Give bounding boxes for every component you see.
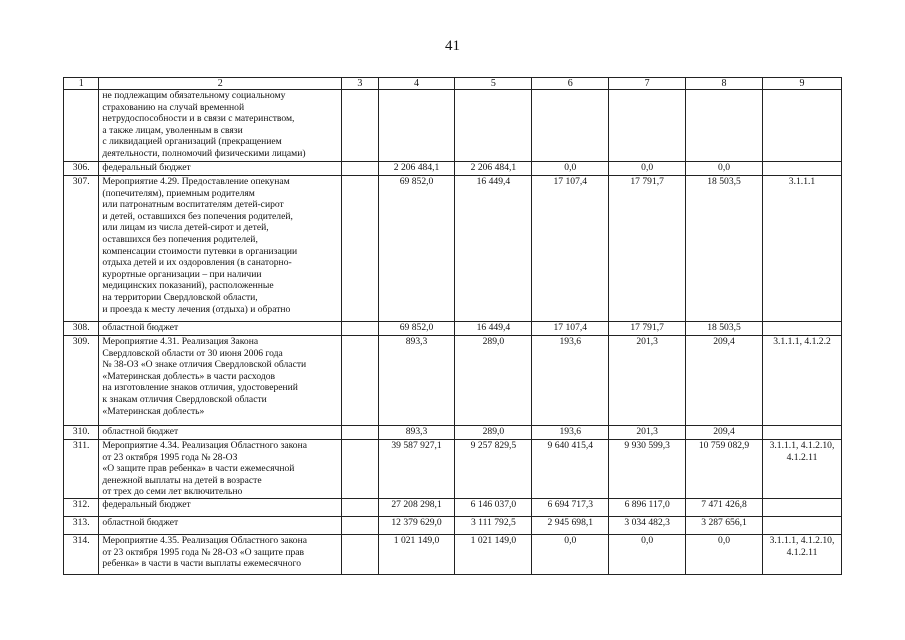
target-indicators bbox=[762, 516, 841, 534]
total-value: 69 852,0 bbox=[378, 322, 455, 336]
table-row bbox=[64, 162, 842, 176]
column-header: 7 bbox=[609, 78, 686, 90]
row-number: 313. bbox=[64, 516, 99, 534]
column-header: 4 bbox=[378, 78, 455, 90]
total-value bbox=[378, 90, 455, 162]
year-value: 10 759 082,9 bbox=[686, 440, 763, 499]
description-line: Мероприятие 4.31. Реализация Закона bbox=[102, 336, 259, 347]
year-value: 289,0 bbox=[455, 336, 532, 426]
description-line: от трех до семи лет включительно bbox=[102, 486, 243, 498]
year-value: 6 146 037,0 bbox=[455, 498, 532, 516]
column-header: 8 bbox=[686, 78, 763, 90]
column-header: 2 bbox=[99, 78, 342, 90]
total-value: 893,3 bbox=[378, 426, 455, 440]
table-row bbox=[64, 516, 842, 534]
column-3-value bbox=[342, 534, 378, 574]
year-value: 0,0 bbox=[532, 534, 609, 574]
year-value: 2 206 484,1 bbox=[455, 162, 532, 176]
row-number: 307. bbox=[64, 176, 99, 322]
description-line: Свердловской области от 30 июня 2006 года bbox=[102, 347, 283, 359]
description-line: не подлежащим обязательному социальному bbox=[102, 90, 286, 101]
year-value: 17 791,7 bbox=[609, 176, 686, 322]
year-value: 17 107,4 bbox=[532, 176, 609, 322]
row-description bbox=[99, 516, 342, 534]
year-value: 201,3 bbox=[609, 336, 686, 426]
year-value: 0,0 bbox=[609, 162, 686, 176]
budget-table bbox=[63, 77, 842, 575]
column-3-value bbox=[342, 516, 378, 534]
total-value: 39 587 927,1 bbox=[378, 440, 455, 499]
row-description bbox=[99, 176, 342, 322]
description-line: Мероприятие 4.35. Реализация Областного закона bbox=[102, 534, 307, 546]
row-description bbox=[99, 336, 342, 426]
year-value: 17 791,7 bbox=[609, 322, 686, 336]
column-header: 6 bbox=[532, 78, 609, 90]
row-description bbox=[99, 162, 342, 176]
row-number: 312. bbox=[64, 498, 99, 516]
row-number: 310. bbox=[64, 426, 99, 440]
total-value: 69 852,0 bbox=[378, 176, 455, 322]
description-line: Мероприятие 4.34. Реализация Областного закона bbox=[102, 440, 307, 451]
row-number bbox=[64, 90, 99, 162]
year-value: 3 111 792,5 bbox=[455, 516, 532, 534]
column-header: 9 bbox=[762, 78, 841, 90]
column-number-row bbox=[64, 78, 842, 90]
year-value: 193,6 bbox=[532, 426, 609, 440]
target-indicators: 3.1.1.1, 4.1.2.2 bbox=[762, 336, 841, 426]
table-row bbox=[64, 440, 842, 499]
table-row bbox=[64, 498, 842, 516]
description-line: от 23 октября 1995 года № 28-ОЗ «О защите прав bbox=[102, 546, 305, 558]
description-line: деятельности, полномочий физическими лицами) bbox=[102, 147, 306, 159]
year-value: 289,0 bbox=[455, 426, 532, 440]
total-value: 2 206 484,1 bbox=[378, 162, 455, 176]
description-line: и проезда к месту лечения (отдыха) и обратно bbox=[102, 303, 291, 315]
table-row bbox=[64, 534, 842, 574]
year-value: 3 287 656,1 bbox=[686, 516, 763, 534]
column-3-value bbox=[342, 440, 378, 499]
description-line: отдыха детей и их оздоровления (в санаторно- bbox=[102, 257, 292, 269]
description-line: федеральный бюджет bbox=[102, 498, 191, 510]
description-line: на изготовление знаков отличия, удостоверений bbox=[102, 382, 298, 394]
description-line: страхованию на случай временной bbox=[102, 101, 245, 113]
year-value: 18 503,5 bbox=[686, 322, 763, 336]
table-row bbox=[64, 176, 842, 322]
table-row bbox=[64, 426, 842, 440]
column-3-value bbox=[342, 162, 378, 176]
target-indicators bbox=[762, 322, 841, 336]
row-number: 314. bbox=[64, 534, 99, 574]
description-line: денежной выплаты на детей в возрасте bbox=[102, 474, 262, 486]
total-value: 27 208 298,1 bbox=[378, 498, 455, 516]
description-line: медицинских показаний), расположенные bbox=[102, 280, 274, 292]
year-value: 16 449,4 bbox=[455, 176, 532, 322]
table-row bbox=[64, 90, 842, 162]
year-value: 2 945 698,1 bbox=[532, 516, 609, 534]
description-line: федеральный бюджет bbox=[102, 162, 191, 173]
year-value: 0,0 bbox=[686, 162, 763, 176]
year-value: 0,0 bbox=[686, 534, 763, 574]
description-line: к знакам отличия Свердловской области bbox=[102, 393, 267, 405]
year-value: 201,3 bbox=[609, 426, 686, 440]
year-value bbox=[686, 90, 763, 162]
column-header: 1 bbox=[64, 78, 99, 90]
description-line: «Материнская доблесть» bbox=[102, 405, 205, 417]
table-row bbox=[64, 322, 842, 336]
description-line: Мероприятие 4.29. Предоставление опекунам bbox=[102, 176, 290, 187]
year-value: 9 257 829,5 bbox=[455, 440, 532, 499]
description-line: нетрудоспособности и в связи с материнством, bbox=[102, 113, 295, 125]
column-3-value bbox=[342, 176, 378, 322]
column-header: 5 bbox=[455, 78, 532, 90]
target-indicators: 3.1.1.1, 4.1.2.10, 4.1.2.11 bbox=[762, 440, 841, 499]
description-line: ребенка» в части в части выплаты ежемесячного bbox=[102, 558, 302, 570]
year-value: 193,6 bbox=[532, 336, 609, 426]
row-number: 306. bbox=[64, 162, 99, 176]
description-line: с ликвидацией организаций (прекращением bbox=[102, 136, 282, 148]
row-description bbox=[99, 440, 342, 499]
description-line: а также лицам, уволенным в связи bbox=[102, 124, 243, 136]
column-3-value bbox=[342, 498, 378, 516]
year-value: 16 449,4 bbox=[455, 322, 532, 336]
year-value: 6 694 717,3 bbox=[532, 498, 609, 516]
year-value bbox=[532, 90, 609, 162]
year-value: 17 107,4 bbox=[532, 322, 609, 336]
row-description bbox=[99, 498, 342, 516]
row-description bbox=[99, 534, 342, 574]
year-value: 3 034 482,3 bbox=[609, 516, 686, 534]
row-number: 311. bbox=[64, 440, 99, 499]
page-number: 41 bbox=[445, 38, 460, 54]
description-line: (попечителям), приемным родителям bbox=[102, 187, 255, 199]
description-line: на территории Свердловской области, bbox=[102, 291, 258, 303]
target-indicators: 3.1.1.1, 4.1.2.10, 4.1.2.11 bbox=[762, 534, 841, 574]
year-value: 1 021 149,0 bbox=[455, 534, 532, 574]
description-line: областной бюджет bbox=[102, 322, 179, 333]
table-row bbox=[64, 336, 842, 426]
year-value: 7 471 426,8 bbox=[686, 498, 763, 516]
description-line: компенсации стоимости путевки в организации bbox=[102, 245, 298, 257]
column-3-value bbox=[342, 426, 378, 440]
column-3-value bbox=[342, 322, 378, 336]
year-value: 9 930 599,3 bbox=[609, 440, 686, 499]
row-number: 309. bbox=[64, 336, 99, 426]
target-indicators bbox=[762, 90, 841, 162]
year-value: 18 503,5 bbox=[686, 176, 763, 322]
target-indicators: 3.1.1.1 bbox=[762, 176, 841, 322]
year-value: 209,4 bbox=[686, 426, 763, 440]
row-description bbox=[99, 90, 342, 162]
total-value: 893,3 bbox=[378, 336, 455, 426]
description-line: «О защите прав ребенка» в части ежемесячной bbox=[102, 463, 295, 475]
year-value: 0,0 bbox=[609, 534, 686, 574]
description-line: № 38-ОЗ «О знаке отличия Свердловской области bbox=[102, 359, 307, 371]
year-value: 0,0 bbox=[532, 162, 609, 176]
target-indicators bbox=[762, 498, 841, 516]
year-value: 209,4 bbox=[686, 336, 763, 426]
year-value: 6 896 117,0 bbox=[609, 498, 686, 516]
year-value bbox=[609, 90, 686, 162]
total-value: 1 021 149,0 bbox=[378, 534, 455, 574]
row-description bbox=[99, 322, 342, 336]
column-header: 3 bbox=[342, 78, 378, 90]
row-number: 308. bbox=[64, 322, 99, 336]
row-description bbox=[99, 426, 342, 440]
description-line: и детей, оставшихся без попечения родителей, bbox=[102, 210, 293, 222]
description-line: или лицам из числа детей-сирот и детей, bbox=[102, 222, 269, 234]
year-value: 9 640 415,4 bbox=[532, 440, 609, 499]
description-line: «Материнская доблесть» в части расходов bbox=[102, 370, 276, 382]
description-line: оставшихся без попечения родителей, bbox=[102, 233, 258, 245]
description-line: или патронатным воспитателям детей-сирот bbox=[102, 199, 284, 211]
target-indicators bbox=[762, 162, 841, 176]
column-3-value bbox=[342, 90, 378, 162]
total-value: 12 379 629,0 bbox=[378, 516, 455, 534]
description-line: областной бюджет bbox=[102, 516, 179, 528]
target-indicators bbox=[762, 426, 841, 440]
year-value bbox=[455, 90, 532, 162]
description-line: от 23 октября 1995 года № 28-ОЗ bbox=[102, 451, 238, 463]
description-line: областной бюджет bbox=[102, 426, 179, 437]
description-line: курортные организации – при наличии bbox=[102, 268, 262, 280]
column-3-value bbox=[342, 336, 378, 426]
